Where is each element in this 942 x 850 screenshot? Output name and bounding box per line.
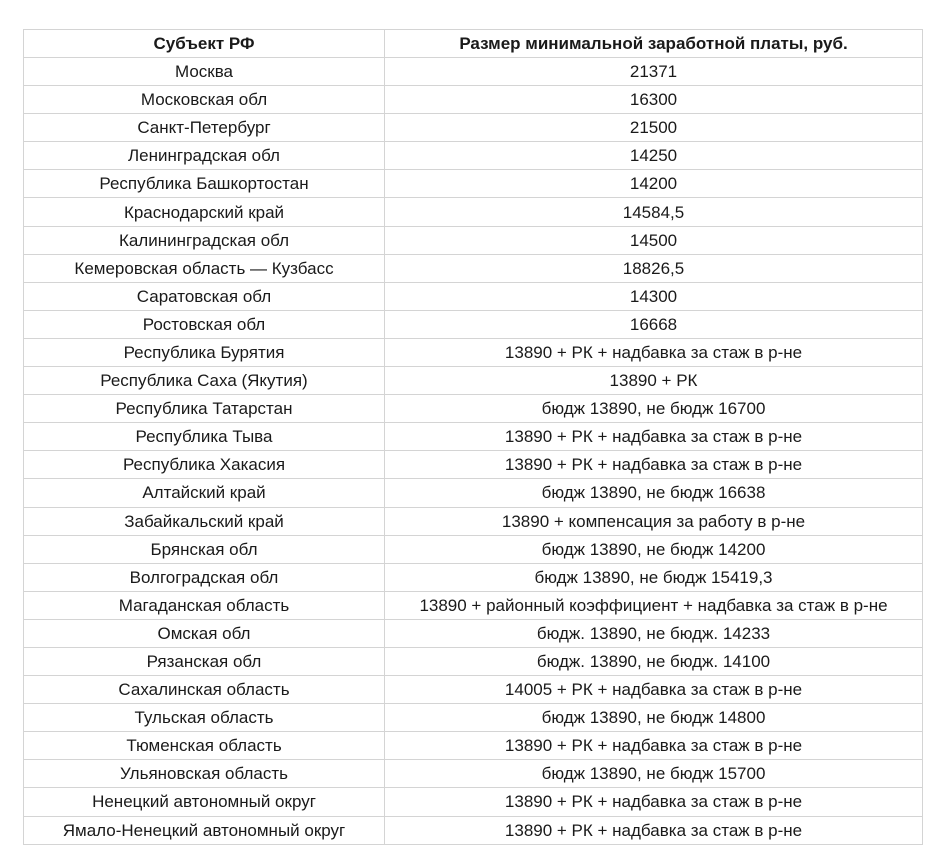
cell-min-wage: 18826,5 (385, 254, 923, 282)
min-wage-table-container (23, 29, 922, 845)
cell-min-wage: 21371 (385, 58, 923, 86)
cell-region: Республика Тыва (24, 423, 385, 451)
table-row (24, 226, 923, 254)
cell-region: Московская обл (24, 86, 385, 114)
cell-region: Алтайский край (24, 479, 385, 507)
cell-min-wage: 14250 (385, 142, 923, 170)
cell-min-wage: 13890 + РК + надбавка за стаж в р-не (385, 788, 923, 816)
table-body (24, 58, 923, 845)
cell-min-wage: 14500 (385, 226, 923, 254)
cell-min-wage: 13890 + РК + надбавка за стаж в р-не (385, 451, 923, 479)
table-row (24, 395, 923, 423)
table-row (24, 788, 923, 816)
table-row (24, 367, 923, 395)
cell-region: Ненецкий автономный округ (24, 788, 385, 816)
cell-region: Республика Бурятия (24, 338, 385, 366)
header-min-wage: Размер минимальной заработной платы, руб. (385, 30, 923, 58)
cell-min-wage: бюдж 13890, не бюдж 16638 (385, 479, 923, 507)
cell-min-wage: 13890 + РК + надбавка за стаж в р-не (385, 423, 923, 451)
cell-region: Ленинградская обл (24, 142, 385, 170)
cell-min-wage: 13890 + компенсация за работу в р-не (385, 507, 923, 535)
table-row (24, 563, 923, 591)
table-row (24, 86, 923, 114)
table-row (24, 704, 923, 732)
cell-min-wage: 21500 (385, 114, 923, 142)
table-row (24, 507, 923, 535)
cell-min-wage: 14200 (385, 170, 923, 198)
table-row (24, 535, 923, 563)
cell-min-wage: бюдж 13890, не бюдж 15419,3 (385, 563, 923, 591)
table-row (24, 58, 923, 86)
table-row (24, 451, 923, 479)
min-wage-table (23, 29, 923, 845)
cell-region: Сахалинская область (24, 676, 385, 704)
cell-region: Омская обл (24, 619, 385, 647)
cell-region: Магаданская область (24, 591, 385, 619)
table-row (24, 423, 923, 451)
table-row (24, 254, 923, 282)
table-row (24, 647, 923, 675)
cell-min-wage: бюдж 13890, не бюдж 16700 (385, 395, 923, 423)
cell-min-wage: 13890 + районный коэффициент + надбавка за стаж в р-не (385, 591, 923, 619)
cell-region: Кемеровская область — Кузбасс (24, 254, 385, 282)
cell-min-wage: 16668 (385, 310, 923, 338)
table-row (24, 479, 923, 507)
table-row (24, 310, 923, 338)
table-row (24, 732, 923, 760)
cell-min-wage: 13890 + РК + надбавка за стаж в р-не (385, 816, 923, 844)
cell-region: Ямало-Ненецкий автономный округ (24, 816, 385, 844)
table-row (24, 338, 923, 366)
table-row (24, 676, 923, 704)
cell-region: Республика Саха (Якутия) (24, 367, 385, 395)
cell-min-wage: 14584,5 (385, 198, 923, 226)
table-row (24, 816, 923, 844)
table-row (24, 282, 923, 310)
cell-min-wage: 14300 (385, 282, 923, 310)
cell-region: Республика Хакасия (24, 451, 385, 479)
table-header-row (24, 30, 923, 58)
table-row (24, 114, 923, 142)
cell-min-wage: 13890 + РК + надбавка за стаж в р-не (385, 338, 923, 366)
table-row (24, 170, 923, 198)
cell-region: Саратовская обл (24, 282, 385, 310)
cell-region: Республика Татарстан (24, 395, 385, 423)
cell-region: Республика Башкортостан (24, 170, 385, 198)
cell-region: Забайкальский край (24, 507, 385, 535)
cell-min-wage: бюдж. 13890, не бюдж. 14100 (385, 647, 923, 675)
cell-min-wage: бюдж 13890, не бюдж 15700 (385, 760, 923, 788)
cell-region: Волгоградская обл (24, 563, 385, 591)
cell-min-wage: бюдж 13890, не бюдж 14800 (385, 704, 923, 732)
cell-min-wage: бюдж 13890, не бюдж 14200 (385, 535, 923, 563)
table-row (24, 619, 923, 647)
cell-region: Санкт-Петербург (24, 114, 385, 142)
cell-region: Тюменская область (24, 732, 385, 760)
cell-min-wage: 16300 (385, 86, 923, 114)
cell-min-wage: 13890 + РК + надбавка за стаж в р-не (385, 732, 923, 760)
cell-region: Тульская область (24, 704, 385, 732)
cell-region: Краснодарский край (24, 198, 385, 226)
table-row (24, 198, 923, 226)
header-region: Субъект РФ (24, 30, 385, 58)
cell-min-wage: бюдж. 13890, не бюдж. 14233 (385, 619, 923, 647)
cell-min-wage: 14005 + РК + надбавка за стаж в р-не (385, 676, 923, 704)
table-row (24, 142, 923, 170)
cell-min-wage: 13890 + РК (385, 367, 923, 395)
cell-region: Калининградская обл (24, 226, 385, 254)
cell-region: Москва (24, 58, 385, 86)
table-row (24, 591, 923, 619)
cell-region: Рязанская обл (24, 647, 385, 675)
table-row (24, 760, 923, 788)
cell-region: Ростовская обл (24, 310, 385, 338)
cell-region: Ульяновская область (24, 760, 385, 788)
cell-region: Брянская обл (24, 535, 385, 563)
